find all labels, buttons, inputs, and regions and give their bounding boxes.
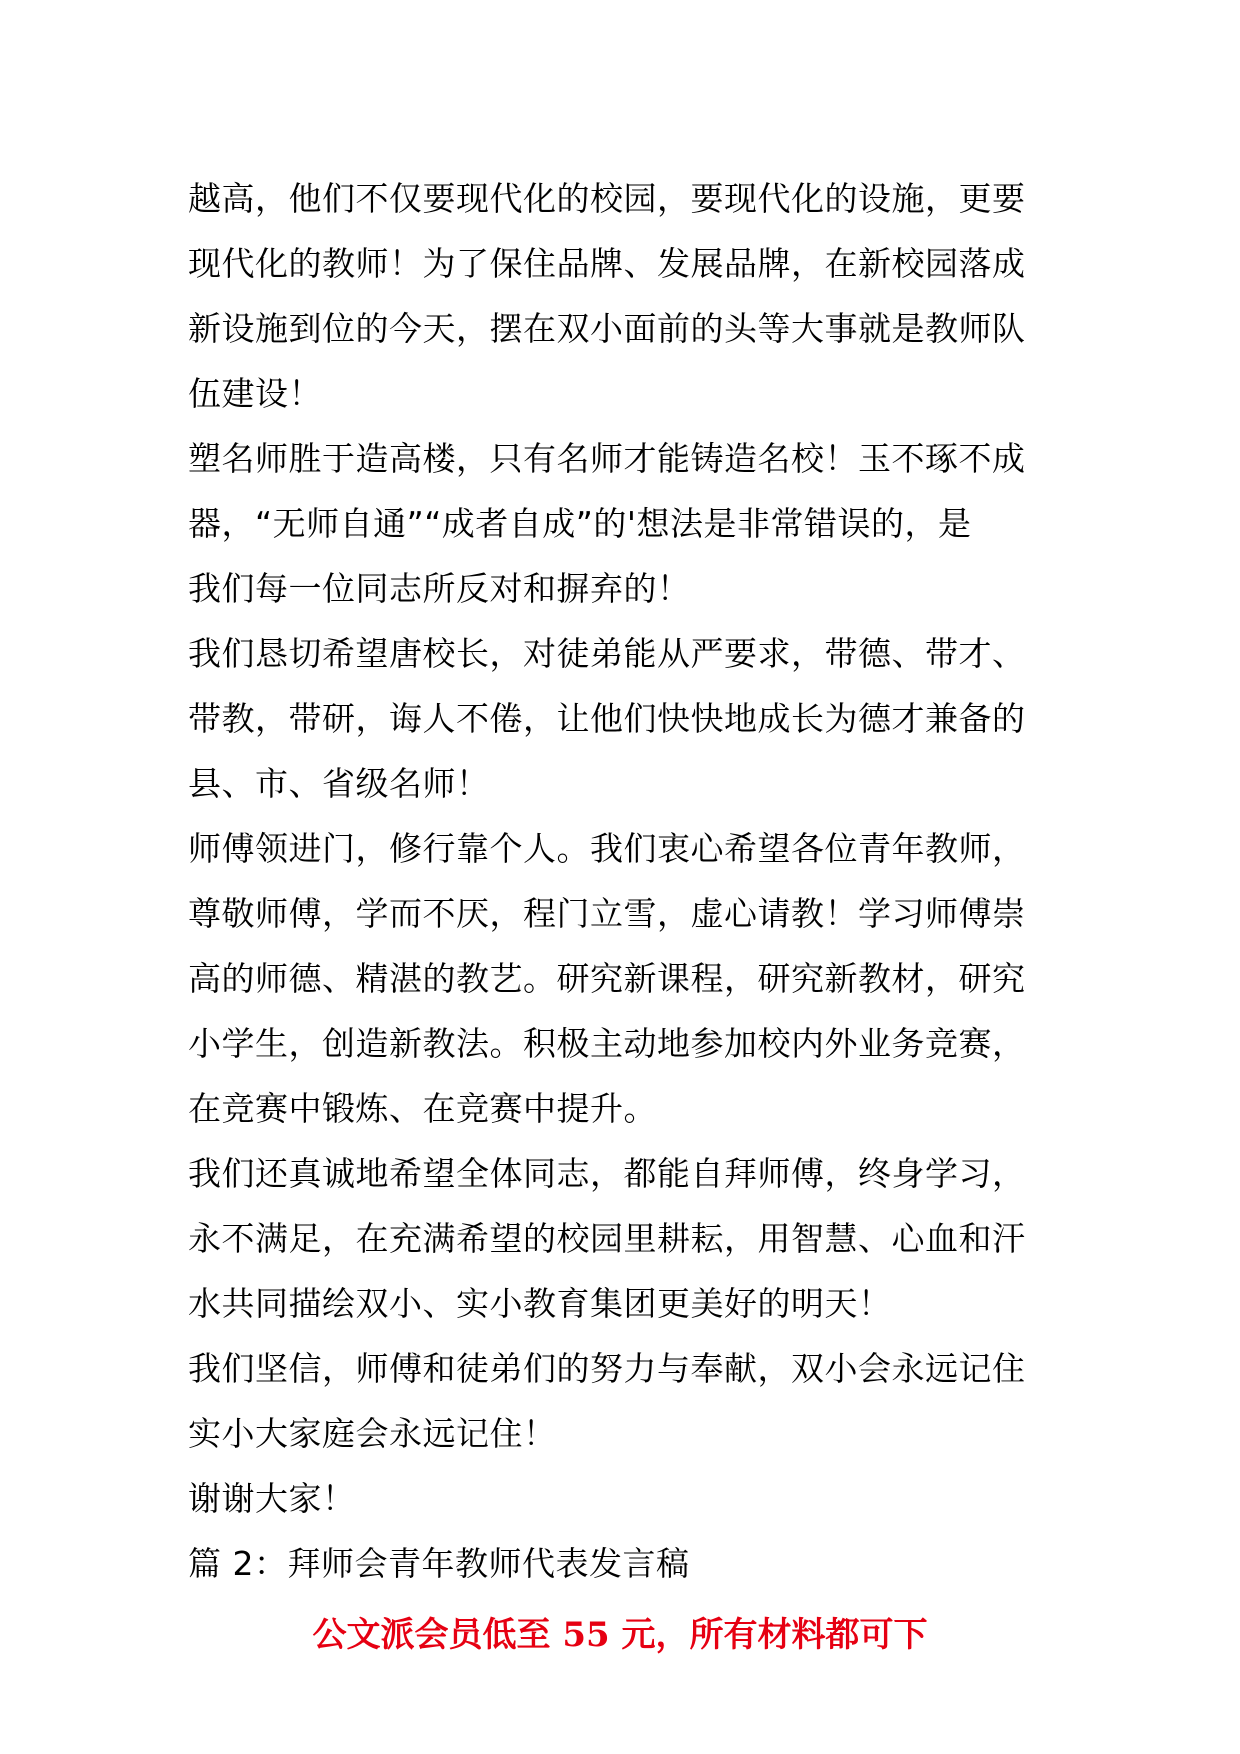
- text-line: 新设施到位的今天，摆在双小面前的头等大事就是教师队: [188, 309, 1026, 348]
- document-body: [188, 166, 1068, 1596]
- text-line: 永不满足，在充满希望的校园里耕耘，用智慧、心血和汗: [188, 1219, 1026, 1258]
- text-line: 现代化的教师！为了保住品牌、发展品牌，在新校园落成: [188, 244, 1026, 283]
- text-line: 小学生，创造新教法。积极主动地参加校内外业务竞赛，: [188, 1024, 1026, 1063]
- promo-banner[interactable]: 公文派会员低至 55 元，所有材料都可下: [312, 1615, 928, 1655]
- text-line: 塑名师胜于造高楼，只有名师才能铸造名校！玉不琢不成: [188, 439, 1026, 478]
- text-line: 我们每一位同志所反对和摒弃的！: [188, 569, 691, 608]
- text-line: 县、市、省级名师！: [188, 764, 490, 803]
- text-line: 师傅领进门，修行靠个人。我们衷心希望各位青年教师，: [188, 829, 1026, 868]
- text-line: 我们恳切希望唐校长，对徒弟能从严要求，带德、带才、: [188, 634, 1026, 673]
- text-line: 我们坚信，师傅和徒弟们的努力与奉献，双小会永远记住: [188, 1349, 1026, 1388]
- text-line: 伍建设！: [188, 374, 322, 413]
- text-line: 我们还真诚地希望全体同志，都能自拜师傅，终身学习，: [188, 1154, 1026, 1193]
- text-line: 高的师德、精湛的教艺。研究新课程，研究新教材，研究: [188, 959, 1026, 998]
- text-line: 谢谢大家！: [188, 1479, 356, 1518]
- text-line: 越高，他们不仅要现代化的校园，要现代化的设施，更要: [188, 179, 1026, 218]
- section-heading: 篇 2：拜师会青年教师代表发言稿: [188, 1544, 690, 1583]
- text-line: 带教，带研，诲人不倦，让他们快快地成长为德才兼备的: [188, 699, 1026, 738]
- text-line: 水共同描绘双小、实小教育集团更美好的明天！: [188, 1284, 892, 1323]
- text-line: 尊敬师傅，学而不厌，程门立雪，虚心请教！学习师傅崇: [188, 894, 1026, 933]
- text-line: 实小大家庭会永远记住！: [188, 1414, 557, 1453]
- text-line: 器，“无师自通”“成者自成”的'想法是非常错误的，是: [188, 504, 972, 543]
- text-line: 在竞赛中锻炼、在竞赛中提升。: [188, 1089, 657, 1128]
